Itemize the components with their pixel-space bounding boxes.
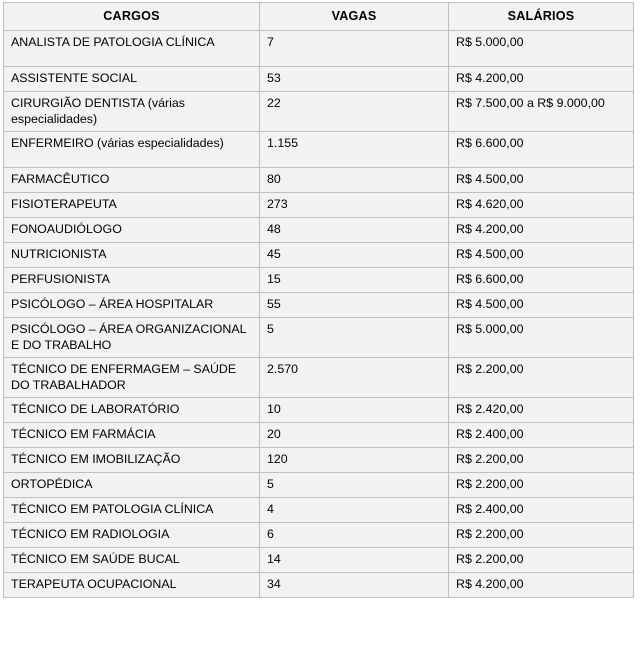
salario-text: R$ 4.200,00 xyxy=(456,222,524,236)
table-row xyxy=(4,318,634,358)
cell-cargo xyxy=(4,31,260,67)
table-row xyxy=(4,358,634,398)
salario-text: R$ 5.000,00 xyxy=(456,322,524,336)
salario-text: R$ 4.500,00 xyxy=(456,247,524,261)
vagas-text: 1.155 xyxy=(267,136,299,150)
cell-salario xyxy=(449,92,634,132)
salario-text: R$ 2.200,00 xyxy=(456,552,524,566)
cell-vagas xyxy=(260,67,449,92)
cell-vagas xyxy=(260,398,449,423)
salario-text: R$ 4.500,00 xyxy=(456,297,524,311)
vagas-text: 80 xyxy=(267,172,281,186)
cargo-text: ORTOPÉDICA xyxy=(11,477,93,491)
cell-vagas xyxy=(260,423,449,448)
cargo-text: PERFUSIONISTA xyxy=(11,272,110,286)
vacancy-table xyxy=(3,2,634,598)
salario-text: R$ 4.200,00 xyxy=(456,577,524,591)
cell-vagas xyxy=(260,243,449,268)
table-body xyxy=(4,31,634,598)
cell-vagas xyxy=(260,573,449,598)
cell-salario xyxy=(449,243,634,268)
cargo-text: ENFERMEIRO (várias especialidades) xyxy=(11,136,224,150)
table-row xyxy=(4,293,634,318)
cell-vagas xyxy=(260,132,449,168)
salario-text: R$ 4.500,00 xyxy=(456,172,524,186)
cell-cargo xyxy=(4,398,260,423)
cell-vagas xyxy=(260,31,449,67)
cell-salario xyxy=(449,168,634,193)
cell-vagas xyxy=(260,523,449,548)
vagas-text: 34 xyxy=(267,577,281,591)
cell-cargo xyxy=(4,193,260,218)
cell-cargo xyxy=(4,168,260,193)
vagas-text: 7 xyxy=(267,35,274,49)
cell-vagas xyxy=(260,168,449,193)
cell-salario xyxy=(449,31,634,67)
cell-salario xyxy=(449,358,634,398)
cargo-text: NUTRICIONISTA xyxy=(11,247,107,261)
salario-text: R$ 6.600,00 xyxy=(456,136,524,150)
cell-salario xyxy=(449,67,634,92)
salario-text: R$ 2.200,00 xyxy=(456,452,524,466)
salario-text: R$ 6.600,00 xyxy=(456,272,524,286)
vagas-text: 6 xyxy=(267,527,274,541)
table-row xyxy=(4,423,634,448)
cell-cargo xyxy=(4,498,260,523)
vagas-text: 2.570 xyxy=(267,362,299,376)
vagas-text: 120 xyxy=(267,452,288,466)
cell-salario xyxy=(449,473,634,498)
table-header xyxy=(4,3,634,31)
table-row xyxy=(4,573,634,598)
cell-cargo xyxy=(4,243,260,268)
cell-vagas xyxy=(260,548,449,573)
cargo-text: FARMACÊUTICO xyxy=(11,172,110,186)
cargo-text: PSICÓLOGO – ÁREA HOSPITALAR xyxy=(11,297,214,311)
cargo-text: PSICÓLOGO – ÁREA ORGANIZACIONAL E DO TRABALHO xyxy=(11,322,247,352)
cell-vagas xyxy=(260,448,449,473)
cell-vagas xyxy=(260,193,449,218)
cell-vagas xyxy=(260,92,449,132)
vacancy-table-container xyxy=(3,2,633,598)
salario-text: R$ 2.400,00 xyxy=(456,502,524,516)
cell-salario xyxy=(449,523,634,548)
vagas-text: 14 xyxy=(267,552,281,566)
cell-vagas xyxy=(260,318,449,358)
cell-cargo xyxy=(4,132,260,168)
cell-vagas xyxy=(260,268,449,293)
cell-salario xyxy=(449,448,634,473)
cell-salario xyxy=(449,132,634,168)
table-row xyxy=(4,132,634,168)
cell-salario xyxy=(449,548,634,573)
vagas-text: 53 xyxy=(267,71,281,85)
vagas-text: 4 xyxy=(267,502,274,516)
cell-cargo xyxy=(4,268,260,293)
cell-vagas xyxy=(260,498,449,523)
column-header-salarios: SALÁRIOS xyxy=(449,3,634,31)
cargo-text: TÉCNICO EM RADIOLOGIA xyxy=(11,527,170,541)
cargo-text: TÉCNICO EM FARMÁCIA xyxy=(11,427,156,441)
salario-text: R$ 4.620,00 xyxy=(456,197,524,211)
cargo-text: FISIOTERAPEUTA xyxy=(11,197,117,211)
cell-salario xyxy=(449,423,634,448)
cell-cargo xyxy=(4,523,260,548)
column-header-vagas: VAGAS xyxy=(260,3,449,31)
cell-cargo xyxy=(4,473,260,498)
cell-salario xyxy=(449,218,634,243)
cell-salario xyxy=(449,318,634,358)
cargo-text: CIRURGIÃO DENTISTA (várias especialidades) xyxy=(11,96,185,126)
table-row xyxy=(4,473,634,498)
cell-cargo xyxy=(4,573,260,598)
cargo-text: TERAPEUTA OCUPACIONAL xyxy=(11,577,177,591)
cargo-text: TÉCNICO DE LABORATÓRIO xyxy=(11,402,180,416)
vagas-text: 5 xyxy=(267,477,274,491)
table-row xyxy=(4,92,634,132)
table-row xyxy=(4,448,634,473)
salario-text: R$ 2.200,00 xyxy=(456,362,524,376)
cell-vagas xyxy=(260,473,449,498)
table-row xyxy=(4,523,634,548)
cargo-text: ASSISTENTE SOCIAL xyxy=(11,71,138,85)
cell-cargo xyxy=(4,92,260,132)
vagas-text: 20 xyxy=(267,427,281,441)
cargo-text: TÉCNICO EM PATOLOGIA CLÍNICA xyxy=(11,502,214,516)
table-row xyxy=(4,31,634,67)
vagas-text: 10 xyxy=(267,402,281,416)
salario-text: R$ 5.000,00 xyxy=(456,35,524,49)
table-row xyxy=(4,243,634,268)
table-header-row xyxy=(4,3,634,31)
vagas-text: 48 xyxy=(267,222,281,236)
cargo-text: TÉCNICO EM SAÚDE BUCAL xyxy=(11,552,180,566)
cell-salario xyxy=(449,268,634,293)
cell-cargo xyxy=(4,318,260,358)
vagas-text: 55 xyxy=(267,297,281,311)
table-row xyxy=(4,67,634,92)
cell-cargo xyxy=(4,218,260,243)
cell-vagas xyxy=(260,218,449,243)
cargo-text: TÉCNICO DE ENFERMAGEM – SAÚDE DO TRABALHADOR xyxy=(11,362,237,392)
vagas-text: 5 xyxy=(267,322,274,336)
table-row xyxy=(4,398,634,423)
salario-text: R$ 2.400,00 xyxy=(456,427,524,441)
salario-text: R$ 2.200,00 xyxy=(456,477,524,491)
salario-text: R$ 7.500,00 a R$ 9.000,00 xyxy=(456,96,605,110)
cell-cargo xyxy=(4,423,260,448)
cargo-text: FONOAUDIÓLOGO xyxy=(11,222,122,236)
cell-cargo xyxy=(4,293,260,318)
cell-cargo xyxy=(4,358,260,398)
vagas-text: 15 xyxy=(267,272,281,286)
vagas-text: 273 xyxy=(267,197,288,211)
salario-text: R$ 2.200,00 xyxy=(456,527,524,541)
vagas-text: 22 xyxy=(267,96,281,110)
cell-salario xyxy=(449,498,634,523)
cell-salario xyxy=(449,293,634,318)
table-row xyxy=(4,168,634,193)
table-row xyxy=(4,218,634,243)
cell-vagas xyxy=(260,358,449,398)
salario-text: R$ 2.420,00 xyxy=(456,402,524,416)
table-row xyxy=(4,498,634,523)
cell-vagas xyxy=(260,293,449,318)
column-header-cargos: CARGOS xyxy=(4,3,260,31)
vagas-text: 45 xyxy=(267,247,281,261)
cell-salario xyxy=(449,573,634,598)
table-row xyxy=(4,548,634,573)
cargo-text: TÉCNICO EM IMOBILIZAÇÃO xyxy=(11,452,181,466)
table-row xyxy=(4,268,634,293)
cell-salario xyxy=(449,398,634,423)
cell-cargo xyxy=(4,448,260,473)
cell-cargo xyxy=(4,67,260,92)
cell-cargo xyxy=(4,548,260,573)
cell-salario xyxy=(449,193,634,218)
cargo-text: ANALISTA DE PATOLOGIA CLÍNICA xyxy=(11,35,215,49)
salario-text: R$ 4.200,00 xyxy=(456,71,524,85)
table-row xyxy=(4,193,634,218)
